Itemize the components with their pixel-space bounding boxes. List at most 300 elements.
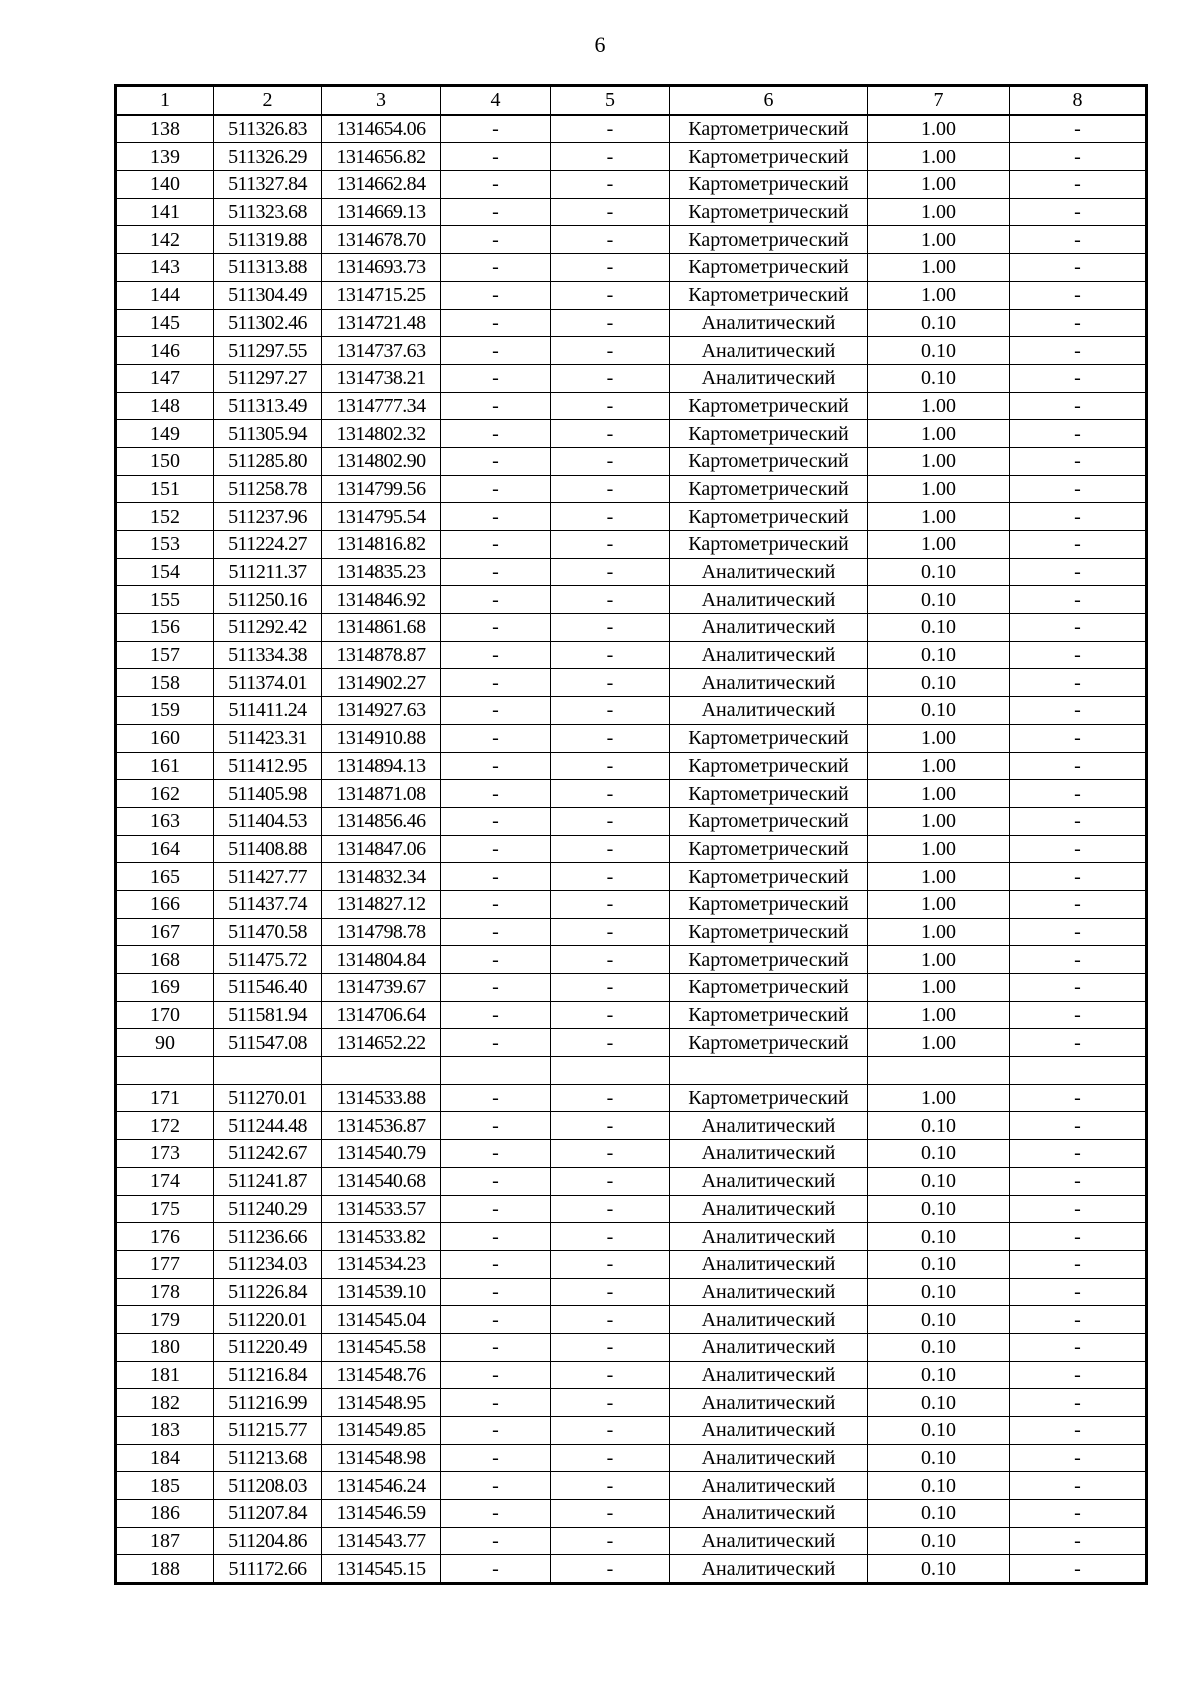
table-row — [116, 1417, 1147, 1445]
method-cell: Аналитический — [670, 1250, 868, 1278]
table-row — [116, 614, 1147, 642]
column-4-value: - — [441, 946, 551, 974]
coordinate-x: 511211.37 — [214, 558, 322, 586]
column-4-value: - — [441, 171, 551, 199]
column-5-value: - — [551, 1306, 670, 1334]
table-row — [116, 1057, 1147, 1085]
coordinate-y: 1314738.21 — [322, 364, 441, 392]
accuracy-cell: 1.00 — [868, 281, 1010, 309]
method-cell: Аналитический — [670, 558, 868, 586]
coordinate-y: 1314548.76 — [322, 1361, 441, 1389]
column-4-value: - — [441, 1527, 551, 1555]
table-header — [116, 86, 1147, 115]
accuracy-cell: 0.10 — [868, 1500, 1010, 1528]
column-4-value: - — [441, 1223, 551, 1251]
accuracy-cell: 0.10 — [868, 586, 1010, 614]
column-4-value: - — [441, 614, 551, 642]
coordinate-x: 511216.99 — [214, 1389, 322, 1417]
coordinate-y: 1314540.79 — [322, 1140, 441, 1168]
point-number: 162 — [116, 780, 214, 808]
table-row — [116, 1555, 1147, 1584]
column-8-value: - — [1010, 1361, 1147, 1389]
column-5-value — [551, 1057, 670, 1085]
accuracy-cell: 0.10 — [868, 1278, 1010, 1306]
column-8-value: - — [1010, 1389, 1147, 1417]
point-number: 172 — [116, 1112, 214, 1140]
column-5-value: - — [551, 1444, 670, 1472]
column-4-value: - — [441, 641, 551, 669]
accuracy-cell: 1.00 — [868, 974, 1010, 1002]
column-8-value: - — [1010, 669, 1147, 697]
column-8-value: - — [1010, 364, 1147, 392]
point-number: 148 — [116, 392, 214, 420]
column-4-value: - — [441, 1167, 551, 1195]
point-number: 152 — [116, 503, 214, 531]
method-cell — [670, 1057, 868, 1085]
column-5-value: - — [551, 835, 670, 863]
column-8-value: - — [1010, 697, 1147, 725]
method-cell: Аналитический — [670, 1306, 868, 1334]
accuracy-cell — [868, 1057, 1010, 1085]
accuracy-cell: 1.00 — [868, 420, 1010, 448]
column-5-value: - — [551, 1223, 670, 1251]
table-row — [116, 1029, 1147, 1057]
coordinate-y: 1314804.84 — [322, 946, 441, 974]
point-number: 165 — [116, 863, 214, 891]
column-4-value — [441, 1057, 551, 1085]
coordinate-y: 1314669.13 — [322, 198, 441, 226]
point-number: 164 — [116, 835, 214, 863]
table-row — [116, 1306, 1147, 1334]
method-cell: Картометрический — [670, 780, 868, 808]
column-8-value: - — [1010, 1029, 1147, 1057]
table-row — [116, 254, 1147, 282]
accuracy-cell: 1.00 — [868, 807, 1010, 835]
column-5-value: - — [551, 171, 670, 199]
column-5-value: - — [551, 337, 670, 365]
point-number: 160 — [116, 724, 214, 752]
coordinate-x: 511334.38 — [214, 641, 322, 669]
coordinate-x: 511408.88 — [214, 835, 322, 863]
accuracy-cell: 1.00 — [868, 254, 1010, 282]
accuracy-cell: 0.10 — [868, 1472, 1010, 1500]
accuracy-cell: 1.00 — [868, 752, 1010, 780]
point-number: 153 — [116, 531, 214, 559]
method-cell: Аналитический — [670, 1223, 868, 1251]
column-8-value: - — [1010, 254, 1147, 282]
column-5-value: - — [551, 1029, 670, 1057]
accuracy-cell: 0.10 — [868, 309, 1010, 337]
column-4-value: - — [441, 918, 551, 946]
coordinate-x: 511302.46 — [214, 309, 322, 337]
column-4-value: - — [441, 337, 551, 365]
accuracy-cell: 1.00 — [868, 1029, 1010, 1057]
column-8-value: - — [1010, 974, 1147, 1002]
coordinate-y: 1314927.63 — [322, 697, 441, 725]
column-5-value: - — [551, 447, 670, 475]
method-cell: Картометрический — [670, 1029, 868, 1057]
point-number: 139 — [116, 143, 214, 171]
coordinate-x: 511236.66 — [214, 1223, 322, 1251]
accuracy-cell: 1.00 — [868, 226, 1010, 254]
table-row — [116, 392, 1147, 420]
column-5-value: - — [551, 1250, 670, 1278]
coordinate-y: 1314533.88 — [322, 1084, 441, 1112]
coordinate-y: 1314548.98 — [322, 1444, 441, 1472]
table-row — [116, 863, 1147, 891]
table-row — [116, 337, 1147, 365]
column-4-value: - — [441, 780, 551, 808]
coordinate-y: 1314706.64 — [322, 1001, 441, 1029]
accuracy-cell: 1.00 — [868, 890, 1010, 918]
point-number: 187 — [116, 1527, 214, 1555]
column-4-value: - — [441, 503, 551, 531]
column-5-value: - — [551, 1333, 670, 1361]
accuracy-cell: 1.00 — [868, 447, 1010, 475]
coordinate-y: 1314846.92 — [322, 586, 441, 614]
accuracy-cell: 1.00 — [868, 171, 1010, 199]
column-4-value: - — [441, 1250, 551, 1278]
point-number: 171 — [116, 1084, 214, 1112]
coordinate-x: 511374.01 — [214, 669, 322, 697]
method-cell: Картометрический — [670, 974, 868, 1002]
point-number: 150 — [116, 447, 214, 475]
column-8-value: - — [1010, 1444, 1147, 1472]
column-8-value: - — [1010, 1167, 1147, 1195]
accuracy-cell: 1.00 — [868, 918, 1010, 946]
table-row — [116, 1250, 1147, 1278]
point-number: 184 — [116, 1444, 214, 1472]
point-number: 151 — [116, 475, 214, 503]
table-row — [116, 1361, 1147, 1389]
column-4-value: - — [441, 254, 551, 282]
column-5-value: - — [551, 420, 670, 448]
table-row — [116, 309, 1147, 337]
method-cell: Аналитический — [670, 1444, 868, 1472]
method-cell: Аналитический — [670, 1278, 868, 1306]
point-number: 146 — [116, 337, 214, 365]
column-8-value: - — [1010, 198, 1147, 226]
coordinate-y: 1314656.82 — [322, 143, 441, 171]
coordinate-x: 511240.29 — [214, 1195, 322, 1223]
method-cell: Картометрический — [670, 475, 868, 503]
accuracy-cell: 0.10 — [868, 1223, 1010, 1251]
column-8-value: - — [1010, 1084, 1147, 1112]
column-4-value: - — [441, 420, 551, 448]
column-5-value: - — [551, 281, 670, 309]
coordinate-x: 511326.29 — [214, 143, 322, 171]
method-cell: Картометрический — [670, 420, 868, 448]
column-5-value: - — [551, 1278, 670, 1306]
column-4-value: - — [441, 586, 551, 614]
column-5-value: - — [551, 115, 670, 143]
column-8-value: - — [1010, 946, 1147, 974]
column-header: 7 — [868, 86, 1010, 115]
point-number: 155 — [116, 586, 214, 614]
column-8-value: - — [1010, 1333, 1147, 1361]
column-4-value: - — [441, 807, 551, 835]
table-row — [116, 1140, 1147, 1168]
accuracy-cell: 0.10 — [868, 337, 1010, 365]
coordinate-x: 511405.98 — [214, 780, 322, 808]
column-4-value: - — [441, 1500, 551, 1528]
point-number: 178 — [116, 1278, 214, 1306]
coordinate-y: 1314910.88 — [322, 724, 441, 752]
accuracy-cell: 0.10 — [868, 1361, 1010, 1389]
point-number: 138 — [116, 115, 214, 143]
column-5-value: - — [551, 392, 670, 420]
coordinate-x: 511313.49 — [214, 392, 322, 420]
method-cell: Картометрический — [670, 724, 868, 752]
table-row — [116, 1389, 1147, 1417]
column-8-value: - — [1010, 558, 1147, 586]
coordinate-x: 511427.77 — [214, 863, 322, 891]
coordinate-x: 511313.88 — [214, 254, 322, 282]
coordinate-y: 1314540.68 — [322, 1167, 441, 1195]
method-cell: Аналитический — [670, 669, 868, 697]
column-8-value: - — [1010, 115, 1147, 143]
column-8-value: - — [1010, 780, 1147, 808]
coordinate-x: 511285.80 — [214, 447, 322, 475]
table-row — [116, 531, 1147, 559]
column-5-value: - — [551, 974, 670, 1002]
column-header: 6 — [670, 86, 868, 115]
method-cell: Аналитический — [670, 1555, 868, 1584]
coordinate-y: 1314816.82 — [322, 531, 441, 559]
column-5-value: - — [551, 697, 670, 725]
table-row — [116, 669, 1147, 697]
column-8-value: - — [1010, 309, 1147, 337]
table-row — [116, 226, 1147, 254]
method-cell: Картометрический — [670, 281, 868, 309]
coordinate-y: 1314878.87 — [322, 641, 441, 669]
accuracy-cell: 1.00 — [868, 475, 1010, 503]
accuracy-cell: 1.00 — [868, 143, 1010, 171]
point-number: 167 — [116, 918, 214, 946]
coordinate-y: 1314739.67 — [322, 974, 441, 1002]
coordinate-x: 511204.86 — [214, 1527, 322, 1555]
point-number: 176 — [116, 1223, 214, 1251]
coordinate-x — [214, 1057, 322, 1085]
table-row — [116, 835, 1147, 863]
coordinate-x: 511216.84 — [214, 1361, 322, 1389]
coordinate-y: 1314871.08 — [322, 780, 441, 808]
accuracy-cell: 0.10 — [868, 1250, 1010, 1278]
column-4-value: - — [441, 143, 551, 171]
column-8-value: - — [1010, 420, 1147, 448]
point-number: 144 — [116, 281, 214, 309]
coordinate-x: 511305.94 — [214, 420, 322, 448]
table-row — [116, 171, 1147, 199]
method-cell: Аналитический — [670, 586, 868, 614]
accuracy-cell: 1.00 — [868, 1001, 1010, 1029]
table-row — [116, 447, 1147, 475]
column-8-value: - — [1010, 1472, 1147, 1500]
column-4-value: - — [441, 1278, 551, 1306]
column-5-value: - — [551, 780, 670, 808]
method-cell: Картометрический — [670, 226, 868, 254]
coordinate-x: 511470.58 — [214, 918, 322, 946]
point-number: 142 — [116, 226, 214, 254]
accuracy-cell: 1.00 — [868, 946, 1010, 974]
column-4-value: - — [441, 1140, 551, 1168]
column-8-value: - — [1010, 641, 1147, 669]
table-body — [116, 115, 1147, 1584]
point-number: 181 — [116, 1361, 214, 1389]
coordinate-x: 511297.55 — [214, 337, 322, 365]
coordinate-y: 1314546.59 — [322, 1500, 441, 1528]
accuracy-cell: 1.00 — [868, 198, 1010, 226]
table-row — [116, 724, 1147, 752]
coordinate-y: 1314546.24 — [322, 1472, 441, 1500]
column-5-value: - — [551, 309, 670, 337]
point-number: 143 — [116, 254, 214, 282]
coordinate-y: 1314802.32 — [322, 420, 441, 448]
table-row — [116, 364, 1147, 392]
method-cell: Картометрический — [670, 198, 868, 226]
accuracy-cell: 0.10 — [868, 1306, 1010, 1334]
point-number — [116, 1057, 214, 1085]
column-5-value: - — [551, 752, 670, 780]
method-cell: Картометрический — [670, 752, 868, 780]
column-5-value: - — [551, 1195, 670, 1223]
coordinate-x: 511208.03 — [214, 1472, 322, 1500]
column-4-value: - — [441, 1001, 551, 1029]
coordinate-x: 511475.72 — [214, 946, 322, 974]
accuracy-cell: 1.00 — [868, 531, 1010, 559]
point-number: 159 — [116, 697, 214, 725]
coordinate-x: 511323.68 — [214, 198, 322, 226]
coordinate-x: 511220.01 — [214, 1306, 322, 1334]
point-number: 186 — [116, 1500, 214, 1528]
point-number: 179 — [116, 1306, 214, 1334]
coordinate-x: 511404.53 — [214, 807, 322, 835]
column-8-value: - — [1010, 724, 1147, 752]
point-number: 158 — [116, 669, 214, 697]
method-cell: Картометрический — [670, 890, 868, 918]
table-row — [116, 807, 1147, 835]
column-header: 4 — [441, 86, 551, 115]
column-8-value: - — [1010, 1195, 1147, 1223]
column-4-value: - — [441, 392, 551, 420]
column-5-value: - — [551, 226, 670, 254]
coordinate-y: 1314835.23 — [322, 558, 441, 586]
method-cell: Картометрический — [670, 835, 868, 863]
coordinate-y: 1314536.87 — [322, 1112, 441, 1140]
column-5-value: - — [551, 918, 670, 946]
coordinate-x: 511224.27 — [214, 531, 322, 559]
table-row — [116, 780, 1147, 808]
method-cell: Аналитический — [670, 1361, 868, 1389]
coordinate-y: 1314545.15 — [322, 1555, 441, 1584]
coordinate-y: 1314678.70 — [322, 226, 441, 254]
point-number: 177 — [116, 1250, 214, 1278]
column-header: 5 — [551, 86, 670, 115]
coordinate-x: 511304.49 — [214, 281, 322, 309]
column-8-value: - — [1010, 337, 1147, 365]
coordinate-x: 511437.74 — [214, 890, 322, 918]
point-number: 173 — [116, 1140, 214, 1168]
column-4-value: - — [441, 1472, 551, 1500]
method-cell: Аналитический — [670, 641, 868, 669]
column-8-value: - — [1010, 1500, 1147, 1528]
coordinate-x: 511412.95 — [214, 752, 322, 780]
accuracy-cell: 0.10 — [868, 1389, 1010, 1417]
column-5-value: - — [551, 364, 670, 392]
point-number: 174 — [116, 1167, 214, 1195]
column-5-value: - — [551, 724, 670, 752]
column-8-value: - — [1010, 503, 1147, 531]
column-4-value: - — [441, 1444, 551, 1472]
point-number: 170 — [116, 1001, 214, 1029]
column-5-value: - — [551, 503, 670, 531]
method-cell: Картометрический — [670, 1001, 868, 1029]
coordinate-y: 1314799.56 — [322, 475, 441, 503]
point-number: 90 — [116, 1029, 214, 1057]
point-number: 161 — [116, 752, 214, 780]
column-8-value: - — [1010, 392, 1147, 420]
coordinate-y: 1314715.25 — [322, 281, 441, 309]
method-cell: Аналитический — [670, 1527, 868, 1555]
point-number: 180 — [116, 1333, 214, 1361]
table-row — [116, 1444, 1147, 1472]
column-4-value: - — [441, 364, 551, 392]
method-cell: Аналитический — [670, 614, 868, 642]
method-cell: Аналитический — [670, 1333, 868, 1361]
column-5-value: - — [551, 143, 670, 171]
coordinate-y: 1314652.22 — [322, 1029, 441, 1057]
column-4-value: - — [441, 558, 551, 586]
column-8-value: - — [1010, 1140, 1147, 1168]
column-8-value: - — [1010, 918, 1147, 946]
table-row — [116, 918, 1147, 946]
coordinate-x: 511326.83 — [214, 115, 322, 143]
accuracy-cell: 0.10 — [868, 641, 1010, 669]
coordinate-x: 511241.87 — [214, 1167, 322, 1195]
column-8-value: - — [1010, 835, 1147, 863]
coordinate-y: 1314533.57 — [322, 1195, 441, 1223]
coordinate-x: 511297.27 — [214, 364, 322, 392]
column-5-value: - — [551, 1417, 670, 1445]
table-row — [116, 752, 1147, 780]
coordinate-y: 1314737.63 — [322, 337, 441, 365]
column-4-value: - — [441, 115, 551, 143]
table-row — [116, 1500, 1147, 1528]
table-row — [116, 1195, 1147, 1223]
column-5-value: - — [551, 614, 670, 642]
column-header: 8 — [1010, 86, 1147, 115]
header-row — [116, 86, 1147, 115]
column-5-value: - — [551, 890, 670, 918]
column-4-value: - — [441, 226, 551, 254]
accuracy-cell: 0.10 — [868, 1195, 1010, 1223]
column-8-value: - — [1010, 1306, 1147, 1334]
column-5-value: - — [551, 1361, 670, 1389]
column-8-value: - — [1010, 890, 1147, 918]
accuracy-cell: 0.10 — [868, 614, 1010, 642]
coordinate-y: 1314533.82 — [322, 1223, 441, 1251]
accuracy-cell: 1.00 — [868, 835, 1010, 863]
column-8-value: - — [1010, 1278, 1147, 1306]
column-4-value: - — [441, 669, 551, 697]
method-cell: Аналитический — [670, 1112, 868, 1140]
column-4-value: - — [441, 475, 551, 503]
coordinate-x: 511258.78 — [214, 475, 322, 503]
column-8-value: - — [1010, 807, 1147, 835]
column-4-value: - — [441, 1195, 551, 1223]
accuracy-cell: 0.10 — [868, 558, 1010, 586]
coordinate-y: 1314832.34 — [322, 863, 441, 891]
